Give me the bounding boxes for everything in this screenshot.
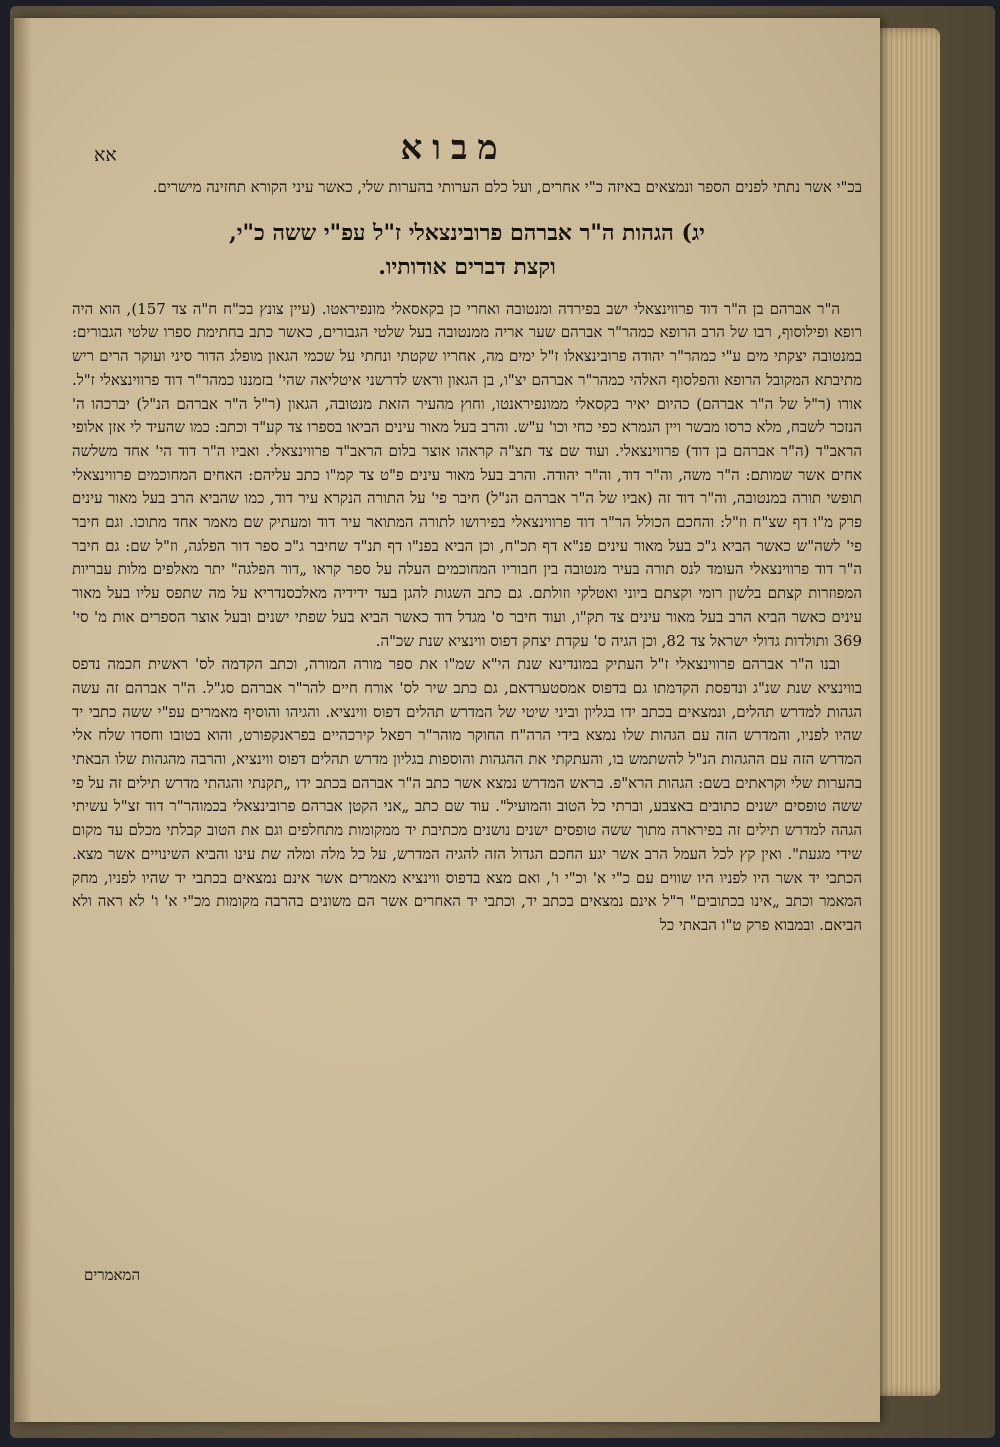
book-page bbox=[14, 18, 880, 1422]
intro-paragraph: בכ"י אשר נתתי לפנים הספר ונמצאים באיזה כ"י אחרים, ועל כלם הערותי בהערות שלי, כאשר עיני הקורא תחזינה מישרים. bbox=[152, 178, 862, 196]
section-heading-line-2: וקצת דברים אודותיו. bbox=[378, 253, 556, 280]
page-number: אא bbox=[94, 144, 117, 166]
body-paragraph-1: ה"ר אברהם בן ה"ר דוד פרווינצאלי ישב בפירדה ומנטובה ואחרי כן בקאסאלי מונפיראטו. (עיין צונץ בכ"ח ח"ה צד 157), הוא היה רופא ופילוסוף, רבו של הרב הרופא כמהר"ר אברהם שער אריה ממנטובה בעל שלטי הגבורים, כאשר כתב בחתימת ספרו שלטי הגבורים: במנטובה יצקתי מים ע"י כמהר"ר יהודה פרובינצאלו ז"ל ימים מה, אחריו שקטתי ונחתי על שכמי הגאון מופלג הדור סיני ועוקר הרים ריש מתיבתא המקובל הרופא והפלסוף האלהי כמהר"ר אברהם יצ"ו, בן הגאון וראש לדרשני איטליאה שהי' בזמננו כמהר"ר דוד פרווינצאלי ז"ל. אורו (ר"ל של ה"ר אברהם) כהיום יאיר בקסאלי ממונפיראנטו, וחוץ מהעיר הזאת מנטובה, הגאון (ר"ל ה"ר אברהם הנ"ל) יברכהו ה' הנזכר לשבח, מלא כרסו מבשר ויין הגמרא כפי כחי וכו' ע"ש. והרב בעל מאור עינים הביאו בספרו צד קע"ד וכתב: כמו שהעיד לי אזן אלופי הראב"ד (ה"ר אברהם בן דוד) פרווינצאלי. ועוד שם צד תצ"ה קראהו אוצר בלום הראב"ד פרווינצאלי. ואביו ה"ר דוד הי' אחד משלשה אחים אשר שמותם: ה"ר משה, וה"ר דוד, וה"ר יהודה. והרב בעל מאור עינים פ"ט צד קמ"ו כתב עליהם: האחים המחוכמים פרווינצאלי תופשי תורה במנטובה, וה"ר דוד זה (אביו של ה"ר אברהם הנ"ל) חיבר פי' על התורה הנקרא עיר דוד, כמו שהביא הרב בעל מאור עינים פרק מ"ו דף שצ"ח וז"ל: והחכם הכולל הר"ר דוד פרווינצאלי בפירושו לתורה המתואר עיר דוד ומעתיק שם מאמר אחד מתוכו. וגם חיבר פי' לשה"ש כאשר הביא ג"כ בעל מאור עינים פנ"א דף תכ"ח, וכן הביא בפנ"ו דף תנ"ד שחיבר ג"כ ספר דור הפלגה, וז"ל שם: גם חיבר ה"ר דוד פרווינצאלי העומד לנס תורה בעיר מנטובה בין חבוריו המחוכמים העלה על ספר קראו „דור הפלגה" יתר מאלפים מלות עבריות המפוזרות קצתם בלשון רומי וקצתם ביוני ואטלקי וזולתם. גם כתב השגות להגן בעד ידידיה מאלכסנדריא על מה שתפס עליו בעל מאור עינים כאשר הביא הרב בעל מאור עינים צד תק"ו, ועוד חיבר ס' מגדל דוד כאשר הביא בעל שפתי ישנים ובעל אוצר הספרים אות מ' סי' 369 ותולדות גדולי ישראל צד 82, וכן הגיה ס' עקדת יצחק דפוס ווינציא שנת שכ"ה. bbox=[72, 299, 862, 650]
running-title: מבוא bbox=[400, 128, 508, 168]
catchword: המאמרים bbox=[84, 1266, 141, 1284]
body-text bbox=[72, 176, 862, 938]
section-heading bbox=[112, 216, 822, 284]
page-header bbox=[74, 128, 834, 178]
body-paragraph-2: ובנו ה"ר אברהם פרווינצאלי ז"ל העתיק במונדינא שנת הי"א שמ"ו את ספר מורה המורה, וכתב הקדמה לס' ראשית חכמה נדפס בווינציא שנת שנ"ג ונדפסת הקדמתו גם בדפוס אמסטערדאם, גם כתב שיר לס' אורח חיים להר"ר אברהם סג"ל. ה"ר אברהם זה עשה הגהות למדרש תהלים, ונמצאים בכתב ידו בגליון וביני שיטי של המדרש תהלים דפוס ווינציא. והגיהו והוסיף מאמרים עפ"י ששה כתבי יד שהיו לפניו, והמדרש הזה עם הגהות שלו נמצא בידי הרה"ח החוקר מוהר"ר רפאל קירכהיים בפראנקפורט, והוא בטובו וחסדו שלח אלי המדרש הזה עם ההגהות הנ"ל להשתמש בו, והעתקתי את ההגהות והוספות בגליון מדרש תהלים דפוס ווינציא, והרבה מהגהות שלו הבאתי בהערות שלי וקראתים בשם: הגהות הרא"פ. בראש המדרש נמצא אשר כתב ה"ר אברהם בכתב ידו „תקנתי והגהתי מדרש תילים זה על פי ששה טופסים ישנים כתובים באצבע, וברתי כל הטוב והמועיל". עוד שם כתב „אני הקטן אברהם פרובינצאלי בכמוהר"ר דוד זצ"ל עשיתי הגהה למדרש תילים זה בפירארה מתוך ששה טופסים ישנים נושנים מכתיבת יד ממקומות מתחלפים וגם את הטוב קבלתי מכלם עד מקום שידי מגעת". ואין קץ לכל העמל הרב אשר יגע החכם הגדול הזה להגיה המדרש, על כל מלה ומלה שת עינו והביא השינויים אשר מצא. הכתבי יד אשר היו לפניו היו שווים עם כ"י א' וכ"י ו', ואם מצא בדפוס ווינציא מאמרים אשר אינם נמצאים בכתבי יד שהיו לפניו, מחק המאמר וכתב „אינו בכתובים" ר"ל אינם נמצאים בכתב יד, וכתבי יד האחרים אשר הם משונים בהרבה מקומות מכ"י א' ו' לא ראה ולא הביאם. ובמבוא פרק ט"ו הבאתי כל bbox=[72, 655, 862, 934]
section-heading-line-1: יג) הגהות ה"ר אברהם פרובינצאלי ז"ל עפ"י ששה כ"י, bbox=[229, 219, 705, 246]
